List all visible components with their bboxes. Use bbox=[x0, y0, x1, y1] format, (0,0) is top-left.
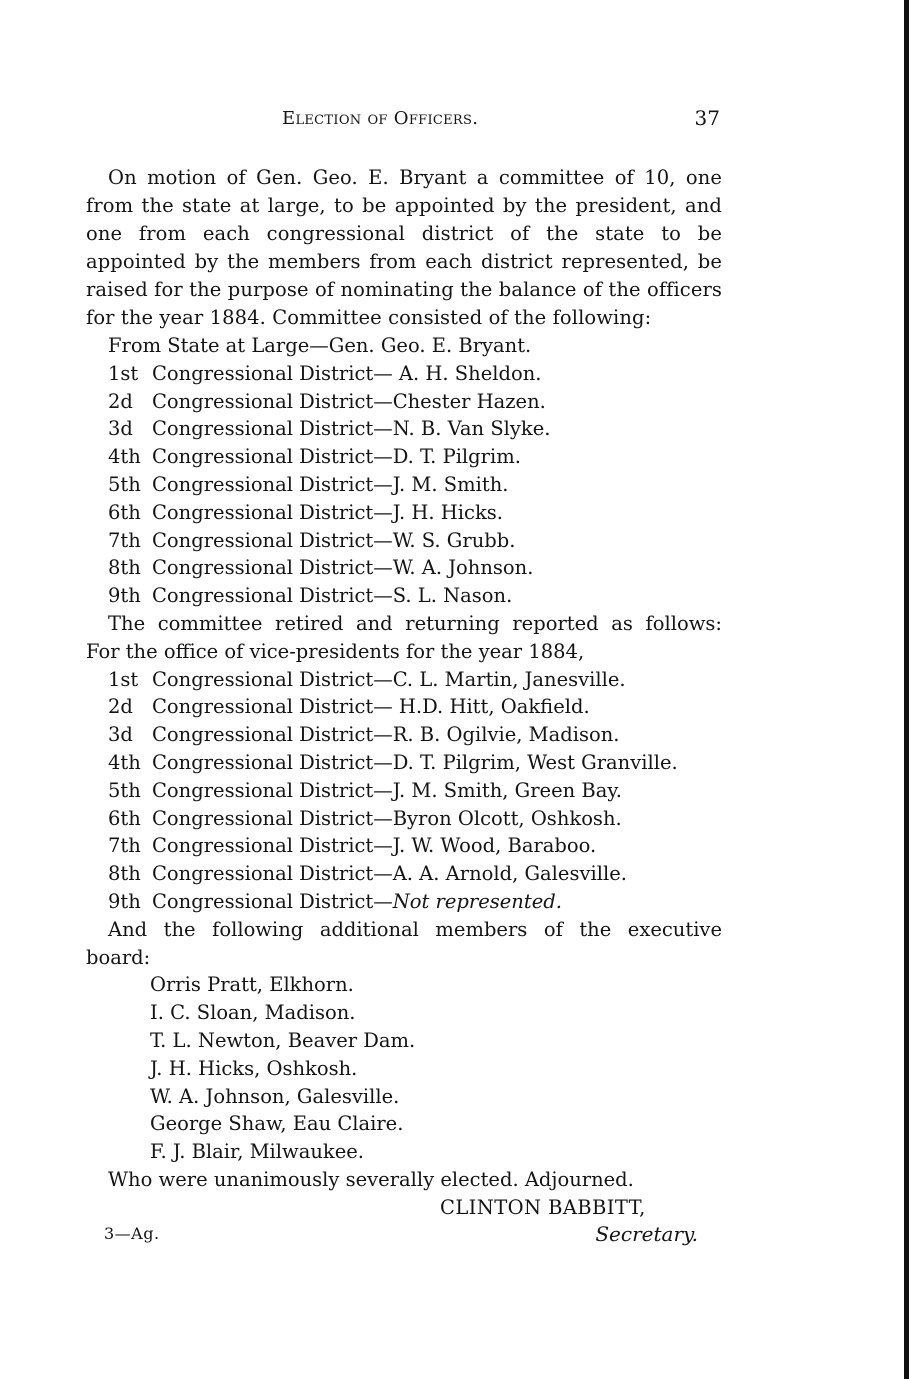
vice-president-text: Congressional District—A. A. Arnold, Galesville. bbox=[152, 862, 627, 886]
vice-president-entry bbox=[86, 860, 722, 888]
committee-member bbox=[86, 527, 722, 555]
vice-president-list bbox=[86, 666, 722, 916]
vice-president-entry bbox=[86, 832, 722, 860]
district-ordinal: 5th bbox=[108, 778, 141, 802]
district-ordinal: 7th bbox=[108, 834, 141, 858]
running-header bbox=[86, 106, 722, 142]
board-member: George Shaw, Eau Claire. bbox=[150, 1112, 404, 1136]
board-member: F. J. Blair, Milwaukee. bbox=[150, 1140, 365, 1164]
running-title: Election of Officers. bbox=[282, 108, 479, 129]
board-member: W. A. Johnson, Galesville. bbox=[150, 1084, 400, 1108]
vice-president-heading: For the office of vice-presidents for the year 1884, bbox=[86, 639, 585, 663]
committee-at-large: From State at Large—Gen. Geo. E. Bryant. bbox=[108, 334, 532, 357]
committee-member-text: Congressional District—N. B. Van Slyke. bbox=[152, 417, 551, 441]
closing-line: Who were unanimously severally elected. Adjourned. bbox=[108, 1167, 634, 1191]
vice-president-text: Congressional District—C. L. Martin, Janesville. bbox=[152, 667, 626, 691]
not-represented-note: Not represented. bbox=[392, 889, 562, 913]
vice-president-entry bbox=[86, 777, 722, 805]
district-ordinal: 7th bbox=[108, 528, 141, 552]
district-ordinal: 8th bbox=[108, 862, 141, 886]
committee-member-text: Congressional District—S. L. Nason. bbox=[152, 584, 513, 608]
committee-member-text: Congressional District—J. H. Hicks. bbox=[152, 500, 503, 524]
vice-president-text: Congressional District—J. M. Smith, Green Bay. bbox=[152, 778, 622, 802]
vice-president-entry bbox=[86, 888, 722, 916]
page-number: 37 bbox=[694, 106, 720, 130]
committee-member bbox=[86, 415, 722, 443]
district-ordinal: 1st bbox=[108, 667, 139, 691]
district-ordinal: 6th bbox=[108, 500, 141, 524]
document-page bbox=[86, 106, 722, 1252]
district-ordinal: 4th bbox=[108, 445, 141, 469]
board-member-list bbox=[86, 971, 722, 1166]
committee-list bbox=[86, 360, 722, 610]
board-member: I. C. Sloan, Madison. bbox=[150, 1001, 356, 1025]
board-intro-continued: board: bbox=[86, 945, 151, 969]
vice-president-entry bbox=[86, 721, 722, 749]
committee-member-text: Congressional District—D. T. Pilgrim. bbox=[152, 445, 521, 469]
vice-president-text: Congressional District—J. W. Wood, Baraboo. bbox=[152, 834, 597, 858]
district-ordinal: 1st bbox=[108, 361, 139, 385]
board-member: T. L. Newton, Beaver Dam. bbox=[150, 1028, 416, 1052]
vice-president-entry bbox=[86, 749, 722, 777]
district-ordinal: 6th bbox=[108, 806, 141, 830]
vice-president-entry bbox=[86, 805, 722, 833]
committee-member-text: Congressional District—J. M. Smith. bbox=[152, 472, 509, 496]
intro-paragraph: On motion of Gen. Geo. E. Bryant a committee of 10, one from the state at large, to be appointed by the president, and one from each congressional district of the state to be appointed by the members from each district represented, be raised for the purpose of nominating the balance of the officers for the year 1884. Committee consisted of the following: bbox=[86, 166, 722, 329]
committee-member bbox=[86, 499, 722, 527]
committee-member bbox=[86, 582, 722, 610]
board-intro: And the following additional members of the executive bbox=[108, 917, 722, 941]
signatory-name: CLINTON BABBITT, bbox=[440, 1195, 646, 1219]
board-member: J. H. Hicks, Oshkosh. bbox=[150, 1056, 358, 1080]
district-ordinal: 8th bbox=[108, 556, 141, 580]
signatory-role: Secretary. bbox=[595, 1221, 698, 1246]
committee-member bbox=[86, 471, 722, 499]
footer-row bbox=[86, 1222, 722, 1252]
vice-president-entry bbox=[86, 693, 722, 721]
signature-mark: 3—Ag. bbox=[104, 1223, 160, 1243]
vice-president-text: Congressional District— H.D. Hitt, Oakfield. bbox=[152, 695, 590, 719]
vice-president-text: Congressional District—Byron Olcott, Oshkosh. bbox=[152, 806, 622, 830]
district-ordinal: 9th bbox=[108, 889, 141, 913]
district-ordinal: 9th bbox=[108, 584, 141, 608]
board-member: Orris Pratt, Elkhorn. bbox=[150, 973, 354, 997]
vice-president-text: Congressional District—D. T. Pilgrim, West Granville. bbox=[152, 750, 678, 774]
district-ordinal: 4th bbox=[108, 750, 141, 774]
vice-president-text: Congressional District—R. B. Ogilvie, Madison. bbox=[152, 723, 620, 747]
committee-member-text: Congressional District—Chester Hazen. bbox=[152, 389, 546, 413]
vice-president-entry bbox=[86, 666, 722, 694]
page-edge bbox=[904, 0, 909, 1379]
district-ordinal: 2d bbox=[108, 389, 133, 413]
district-ordinal: 5th bbox=[108, 472, 141, 496]
committee-member bbox=[86, 388, 722, 416]
committee-member bbox=[86, 360, 722, 388]
committee-member bbox=[86, 554, 722, 582]
district-ordinal: 3d bbox=[108, 723, 133, 747]
committee-member bbox=[86, 443, 722, 471]
vice-president-text: Congressional District— bbox=[152, 889, 393, 913]
committee-member-text: Congressional District— A. H. Sheldon. bbox=[152, 361, 542, 385]
committee-member-text: Congressional District—W. S. Grubb. bbox=[152, 528, 516, 552]
report-line: The committee retired and returning reported as follows: bbox=[108, 611, 722, 635]
district-ordinal: 2d bbox=[108, 695, 133, 719]
district-ordinal: 3d bbox=[108, 417, 133, 441]
committee-member-text: Congressional District—W. A. Johnson. bbox=[152, 556, 534, 580]
